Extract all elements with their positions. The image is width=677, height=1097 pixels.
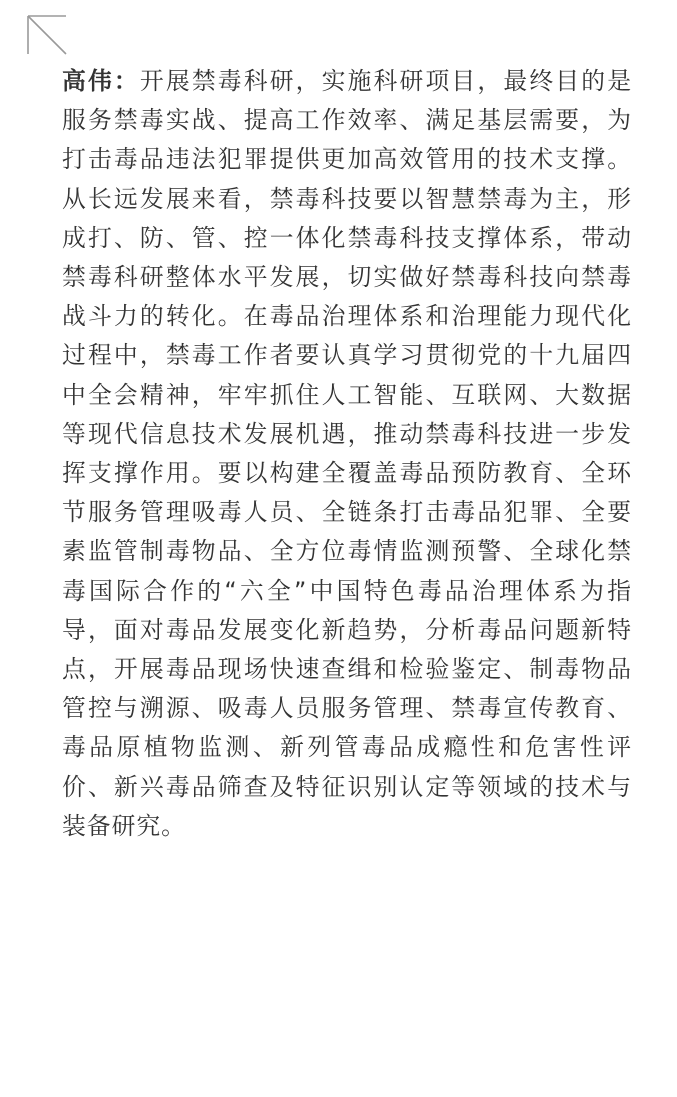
speaker-name: 高伟： [62,67,140,95]
article-paragraph [62,62,632,846]
article-body: 开展禁毒科研，实施科研项目，最终目的是服务禁毒实战、提高工作效率、满足基层需要，为打击毒品违法犯罪提供更加高效管用的技术支撑。从长远发展来看，禁毒科技要以智慧禁毒为主，形成打、防、管、控一体化禁毒科技支撑体系，带动禁毒科研整体水平发展，切实做好禁毒科技向禁毒战斗力的转化。在毒品治理体系和治理能力现代化过程中，禁毒工作者要认真学习贯彻党的十九届四中全会精神，牢牢抓住人工智能、互联网、大数据等现代信息技术发展机遇，推动禁毒科技进一步发挥支撑作用。要以构建全覆盖毒品预防教育、全环节服务管理吸毒人员、全链条打击毒品犯罪、全要素监管制毒物品、全方位毒情监测预警、全球化禁毒国际合作的“六全”中国特色毒品治理体系为指导，面对毒品发展变化新趋势，分析毒品问题新特点，开展毒品现场快速查缉和检验鉴定、制毒物品管控与溯源、吸毒人员服务管理、禁毒宣传教育、毒品原植物监测、新列管毒品成瘾性和危害性评价、新兴毒品筛查及特征识别认定等领域的技术与装备研究。 [62,67,633,840]
corner-arrow-icon [26,14,68,56]
